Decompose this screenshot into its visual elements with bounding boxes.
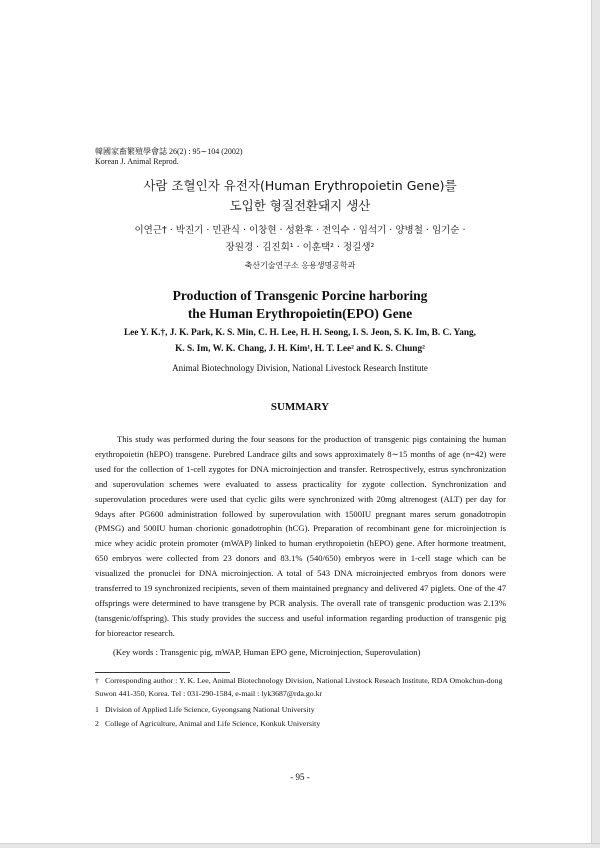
english-authors-line-2: K. S. Im, W. K. Chang, J. H. Kim¹, H. T. Lee² and K. S. Chung²	[175, 344, 425, 354]
page-number: - 95 -	[290, 772, 310, 782]
korean-title	[0, 176, 600, 216]
scan-edge-right	[591, 0, 600, 848]
footnote-2-mark: 2	[95, 719, 99, 728]
english-title-line-1: Production of Transgenic Porcine harboring	[172, 288, 428, 303]
korean-authors	[0, 222, 600, 256]
summary-heading: SUMMARY	[270, 401, 330, 413]
english-title-line-2: the Human Erythropoietin(EPO) Gene	[187, 306, 413, 321]
abstract-text: This study was performed during the four seasons for the production of transgenic pigs containing the human erythropoietin (hEPO) transgene. Purebred Landrace gilts and sows approximately 8∼15 months of age (n=42) were used for the collection of 1-cell zygotes for DNA microinjection and transfer. Retrospectively, estrus synchronization and superovulation schemes were evaluated to assess practicality for zygote collection. Synchronization and superovulation procedures were used that cyclic gilts were synchronized with 20mg altrenogest (ALT) per day for 9days after PG600 administration followed by superovulation with 1500IU pregnant mares serum gonadotropin (PMSG) and 500IU human chorionic gonadotrophin (hCG). Preparation of recombinant gene for microinjection is mice whey acidic protein promoter (mWAP) linked to human erythropoietin (hEPO) gene. After hormone treatment, 650 embryos were collected from 23 donors and 83.1% (540/650) embryos were in 1-cell stage which can be visualized the pronuclei for DNA microinjection. A total of 543 DNA microinjected embryos from donors were transferred to 19 synchronized recipients, seven of them maintained pregnancy and delivered 47 piglets. One of the 47 offsprings were determined to have transgene by PCR analysis. The overall rate of transgenic production was 2.13% (tansgenic/offspring). This study provides the success and useful information regarding production of transgenic pig for bioreactor research.	[95, 434, 506, 638]
korean-affiliation: 축산기술연구소 응용생명공학과	[244, 261, 356, 270]
dagger-mark: †	[95, 676, 99, 685]
korean-authors-line-1: 이연근† · 박진기 · 민관식 · 이창현 · 성환후 · 전익수 · 임석기 · 양병철 · 임기순 ·	[134, 225, 466, 236]
english-authors	[60, 325, 540, 357]
footnote-2-text: College of Agriculture, Animal and Life Science, Konkuk University	[105, 719, 321, 728]
korean-authors-line-2: 장원경 · 김진회¹ · 이훈택² · 정길생²	[225, 242, 375, 253]
english-affiliation: Animal Biotechnology Division, National Livestock Research Institute	[172, 363, 428, 373]
footnote-1-text: Division of Applied Life Science, Gyeongsang National University	[105, 705, 315, 714]
scan-edge-bottom	[0, 843, 600, 848]
footnote-2	[95, 718, 506, 731]
abstract	[95, 432, 506, 641]
english-authors-line-1: Lee Y. K.†, J. K. Park, K. S. Min, C. H. Lee, H. H. Seong, I. S. Jeon, S. K. Im, B. C. Yang,	[123, 328, 476, 338]
korean-title-line-2: 도입한 형질전환돼지 생산	[229, 198, 371, 213]
journal-citation: 韓國家畜繁殖學會誌 26(2) : 95∼104 (2002)	[95, 147, 243, 156]
footnote-divider	[95, 672, 230, 673]
keywords: (Key words : Transgenic pig, mWAP, Human EPO gene, Microinjection, Superovulation)	[113, 647, 421, 657]
footnote-1-mark: 1	[95, 705, 99, 714]
footnote-corresponding	[95, 675, 506, 700]
journal-name: Korean J. Animal Reprod.	[95, 157, 179, 166]
korean-title-line-1: 사람 조혈인자 유전자(Human Erythropoietin Gene)를	[143, 178, 457, 193]
corresponding-author-text: Corresponding author : Y. K. Lee, Animal Biotechnology Division, National Livstock Reseach Institute, RDA Omokchun-dong Suwon 441-350, Korea. Tel : 031-290-1584, e-mail : lyk3687@rda.go.kr	[95, 676, 503, 698]
english-title	[0, 287, 600, 323]
footnote-1	[95, 704, 506, 717]
journal-header	[95, 147, 243, 167]
